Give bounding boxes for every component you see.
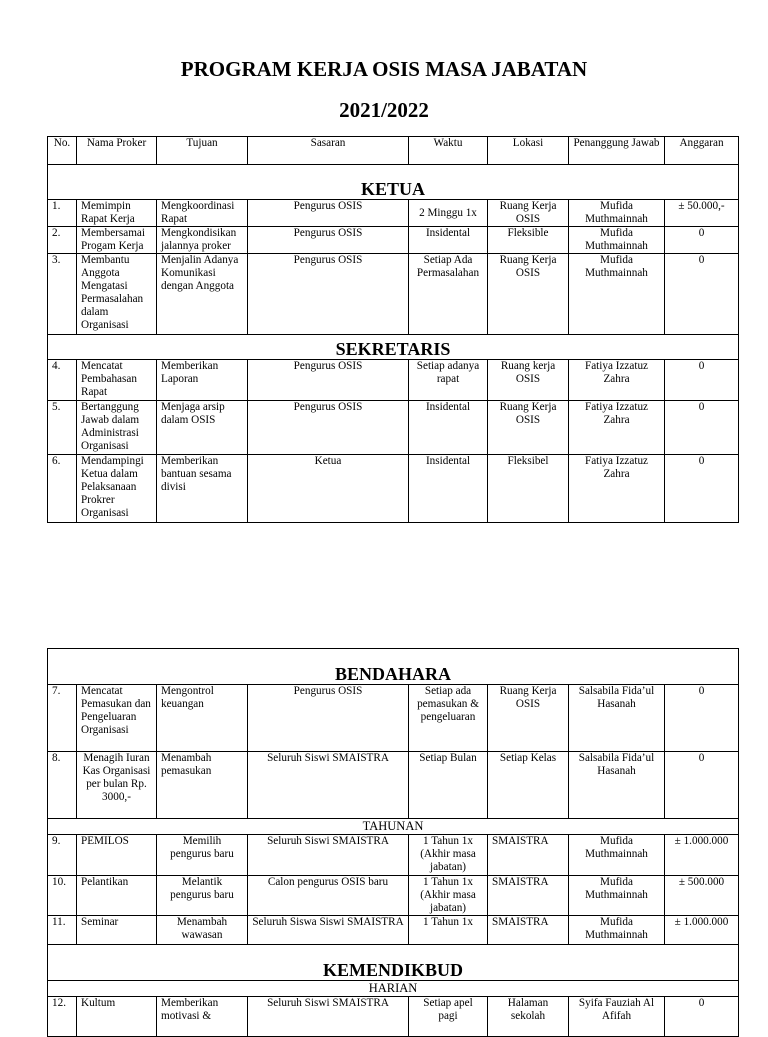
program-table-page-2 <box>47 648 739 1037</box>
cell-pj: Salsabila Fida’ul Hasanah <box>569 752 665 819</box>
cell-tujuan: Mengkondisikan jalannya proker <box>157 227 248 254</box>
cell-anggaran: 0 <box>665 752 739 819</box>
cell-pj: Mufida Muthmainnah <box>569 227 665 254</box>
header-tujuan: Tujuan <box>157 137 248 165</box>
cell-waktu: Setiap Ada Permasalahan <box>409 254 488 335</box>
cell-lokasi: SMAISTRA <box>488 835 569 876</box>
cell-nama: Memimpin Rapat Kerja <box>77 200 157 227</box>
cell-pj: Mufida Muthmainnah <box>569 916 665 945</box>
table-row <box>48 455 739 523</box>
cell-lokasi: Ruang Kerja OSIS <box>488 401 569 455</box>
header-no: No. <box>48 137 77 165</box>
cell-no: 12. <box>48 997 77 1037</box>
table-row <box>48 360 739 401</box>
table-row <box>48 997 739 1037</box>
cell-tujuan: Melantik pengurus baru <box>157 876 248 916</box>
cell-nama: Seminar <box>77 916 157 945</box>
cell-waktu: Insidental <box>409 401 488 455</box>
program-table-page-1 <box>47 136 739 523</box>
section-row <box>48 335 739 360</box>
cell-pj: Mufida Muthmainnah <box>569 200 665 227</box>
cell-tujuan: Memberikan motivasi & <box>157 997 248 1037</box>
cell-sasaran: Pengurus OSIS <box>248 227 409 254</box>
table-row <box>48 752 739 819</box>
subsection-row <box>48 819 739 835</box>
table-row <box>48 227 739 254</box>
cell-pj: Salsabila Fida’ul Hasanah <box>569 685 665 752</box>
subsection-harian: HARIAN <box>48 981 739 997</box>
document-period: 2021/2022 <box>339 98 429 122</box>
cell-no: 4. <box>48 360 77 401</box>
cell-no: 6. <box>48 455 77 523</box>
cell-anggaran: 0 <box>665 254 739 335</box>
cell-sasaran: Seluruh Siswa Siswi SMAISTRA <box>248 916 409 945</box>
cell-anggaran: ± 1.000.000 <box>665 916 739 945</box>
cell-nama: Pelantikan <box>77 876 157 916</box>
section-row <box>48 165 739 200</box>
cell-anggaran: 0 <box>665 227 739 254</box>
cell-lokasi: Ruang kerja OSIS <box>488 360 569 401</box>
table-row <box>48 916 739 945</box>
cell-tujuan: Memilih pengurus baru <box>157 835 248 876</box>
cell-waktu: Insidental <box>409 227 488 254</box>
cell-pj: Mufida Muthmainnah <box>569 835 665 876</box>
table-row <box>48 254 739 335</box>
cell-anggaran: 0 <box>665 360 739 401</box>
cell-lokasi: Ruang Kerja OSIS <box>488 254 569 335</box>
section-row <box>48 945 739 981</box>
cell-tujuan: Mengontrol keuangan <box>157 685 248 752</box>
cell-nama: Membantu Anggota Mengatasi Permasalahan dalam Organisasi <box>77 254 157 335</box>
cell-anggaran: 0 <box>665 455 739 523</box>
cell-nama: Menagih Iuran Kas Organisasi per bulan Rp. 3000,- <box>77 752 157 819</box>
section-bendahara: BENDAHARA <box>48 649 739 685</box>
subsection-row <box>48 981 739 997</box>
cell-lokasi: SMAISTRA <box>488 876 569 916</box>
cell-waktu: 1 Tahun 1x (Akhir masa jabatan) <box>409 835 488 876</box>
cell-lokasi: Setiap Kelas <box>488 752 569 819</box>
cell-anggaran: 0 <box>665 685 739 752</box>
cell-tujuan: Memberikan Laporan <box>157 360 248 401</box>
cell-sasaran: Pengurus OSIS <box>248 360 409 401</box>
header-lokasi: Lokasi <box>488 137 569 165</box>
cell-sasaran: Seluruh Siswi SMAISTRA <box>248 997 409 1037</box>
document-title: PROGRAM KERJA OSIS MASA JABATAN <box>180 57 588 81</box>
cell-no: 1. <box>48 200 77 227</box>
section-sekretaris: SEKRETARIS <box>48 335 739 360</box>
cell-sasaran: Ketua <box>248 455 409 523</box>
cell-tujuan: Menambah pemasukan <box>157 752 248 819</box>
cell-no: 2. <box>48 227 77 254</box>
header-nama-proker: Nama Proker <box>77 137 157 165</box>
cell-pj: Syifa Fauziah Al Afifah <box>569 997 665 1037</box>
cell-no: 9. <box>48 835 77 876</box>
cell-lokasi: Ruang Kerja OSIS <box>488 685 569 752</box>
table-row <box>48 200 739 227</box>
cell-no: 11. <box>48 916 77 945</box>
cell-lokasi: SMAISTRA <box>488 916 569 945</box>
cell-waktu: 1 Tahun 1x (Akhir masa jabatan) <box>409 876 488 916</box>
cell-no: 3. <box>48 254 77 335</box>
cell-waktu: 2 Minggu 1x <box>409 200 488 227</box>
section-kemendikbud: KEMENDIKBUD <box>48 945 739 981</box>
cell-waktu: Setiap ada pemasukan & pengeluaran <box>409 685 488 752</box>
table-row <box>48 876 739 916</box>
section-row <box>48 649 739 685</box>
cell-sasaran: Calon pengurus OSIS baru <box>248 876 409 916</box>
cell-lokasi: Fleksible <box>488 227 569 254</box>
cell-anggaran: ± 500.000 <box>665 876 739 916</box>
cell-lokasi: Halaman sekolah <box>488 997 569 1037</box>
section-ketua: KETUA <box>48 165 739 200</box>
cell-waktu: Setiap apel pagi <box>409 997 488 1037</box>
cell-no: 8. <box>48 752 77 819</box>
cell-nama: Mencatat Pemasukan dan Pengeluaran Organisasi <box>77 685 157 752</box>
cell-waktu: Insidental <box>409 455 488 523</box>
cell-pj: Fatiya Izzatuz Zahra <box>569 455 665 523</box>
subsection-tahunan: TAHUNAN <box>48 819 739 835</box>
cell-waktu: Setiap adanya rapat <box>409 360 488 401</box>
cell-nama: Membersamai Progam Kerja <box>77 227 157 254</box>
cell-pj: Mufida Muthmainnah <box>569 254 665 335</box>
cell-anggaran: 0 <box>665 997 739 1037</box>
cell-no: 7. <box>48 685 77 752</box>
cell-pj: Fatiya Izzatuz Zahra <box>569 360 665 401</box>
cell-nama: Mencatat Pembahasan Rapat <box>77 360 157 401</box>
cell-no: 5. <box>48 401 77 455</box>
cell-waktu: Setiap Bulan <box>409 752 488 819</box>
table-row <box>48 685 739 752</box>
header-anggaran: Anggaran <box>665 137 739 165</box>
cell-lokasi: Fleksibel <box>488 455 569 523</box>
cell-sasaran: Pengurus OSIS <box>248 685 409 752</box>
cell-tujuan: Menambah wawasan <box>157 916 248 945</box>
cell-anggaran: ± 50.000,- <box>665 200 739 227</box>
header-row <box>48 137 739 165</box>
cell-tujuan: Mengkoordinasi Rapat <box>157 200 248 227</box>
cell-sasaran: Seluruh Siswi SMAISTRA <box>248 835 409 876</box>
cell-nama: Kultum <box>77 997 157 1037</box>
cell-sasaran: Seluruh Siswi SMAISTRA <box>248 752 409 819</box>
cell-no: 10. <box>48 876 77 916</box>
cell-lokasi: Ruang Kerja OSIS <box>488 200 569 227</box>
cell-pj: Mufida Muthmainnah <box>569 876 665 916</box>
header-penanggung-jawab: Penanggung Jawab <box>569 137 665 165</box>
cell-tujuan: Memberikan bantuan sesama divisi <box>157 455 248 523</box>
header-sasaran: Sasaran <box>248 137 409 165</box>
cell-anggaran: 0 <box>665 401 739 455</box>
cell-sasaran: Pengurus OSIS <box>248 200 409 227</box>
cell-tujuan: Menjalin Adanya Komunikasi dengan Anggota <box>157 254 248 335</box>
header-waktu: Waktu <box>409 137 488 165</box>
cell-nama: PEMILOS <box>77 835 157 876</box>
cell-sasaran: Pengurus OSIS <box>248 254 409 335</box>
cell-anggaran: ± 1.000.000 <box>665 835 739 876</box>
cell-sasaran: Pengurus OSIS <box>248 401 409 455</box>
table-row <box>48 835 739 876</box>
cell-waktu: 1 Tahun 1x <box>409 916 488 945</box>
cell-nama: Mendampingi Ketua dalam Pelaksanaan Prokrer Organisasi <box>77 455 157 523</box>
cell-tujuan: Menjaga arsip dalam OSIS <box>157 401 248 455</box>
table-row <box>48 401 739 455</box>
cell-pj: Fatiya Izzatuz Zahra <box>569 401 665 455</box>
cell-nama: Bertanggung Jawab dalam Administrasi Organisasi <box>77 401 157 455</box>
